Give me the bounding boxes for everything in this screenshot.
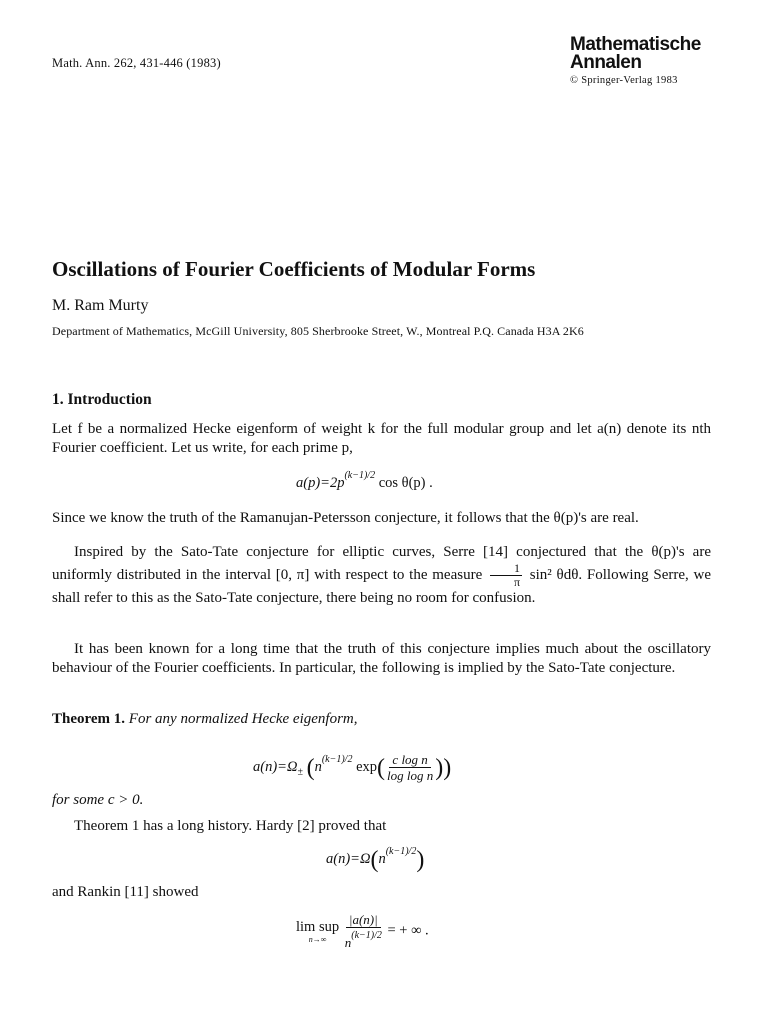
- article-author: M. Ram Murty: [52, 297, 149, 314]
- journal-citation: Math. Ann. 262, 431-446 (1983): [52, 56, 221, 70]
- article-title: Oscillations of Fourier Coefficients of Modular Forms: [52, 257, 536, 281]
- author-affiliation: Department of Mathematics, McGill University, 805 Sherbrooke Street, W., Montreal P.Q. Canada H3A 2K6: [52, 324, 584, 338]
- eq4-limsup: [296, 919, 339, 944]
- paragraph-3-part-b: sin² θdθ. Following Serre, we shall refer to this as the Sato-Tate conjecture, there being no room for confusion.: [52, 566, 712, 606]
- eq4-denominator-group: [345, 928, 382, 950]
- journal-copyright: © Springer-Verlag 1983: [570, 75, 678, 86]
- eq4-limsup-text: lim sup: [296, 918, 340, 935]
- theorem-end: for some c > 0.: [52, 792, 144, 808]
- eq4-limsup-subscript: n→∞: [308, 934, 327, 944]
- equation-4: [296, 912, 429, 950]
- eq2-exponent: (k−1)/2: [321, 753, 353, 765]
- paragraph-1: Let f be a normalized Hecke eigenform of weight k for the full modular group and let a(n) denote its nth Fourier coefficient. Let us write, for each prime p,: [52, 421, 711, 456]
- equation-1: [296, 470, 433, 492]
- paragraph-6: and Rankin [11] showed: [52, 884, 199, 900]
- eq2-open-paren: (: [306, 754, 315, 781]
- equation-2: [253, 752, 451, 783]
- eq2-lhs: a(n)=Ω: [253, 758, 298, 775]
- paragraph-5: Theorem 1 has a long history. Hardy [2] proved that: [74, 818, 387, 834]
- theorem-text: For any normalized Hecke eigenform,: [128, 711, 358, 727]
- measure-fraction-denominator: π: [513, 575, 521, 589]
- eq2-base: n: [314, 758, 322, 775]
- journal-name-line1: Mathematische: [570, 34, 701, 55]
- section-heading: 1. Introduction: [52, 391, 152, 408]
- eq2-inner-open-paren: (: [377, 754, 385, 781]
- eq2-subscript: ±: [297, 766, 303, 778]
- eq1-rhs: cos θ(p) .: [378, 475, 433, 491]
- paragraph-3-part-a: Inspired by the Sato-Tate conjecture for elliptic curves, Serre [14] conjectured that the θ(p)'s are uniformly distributed in the interval [0, π] with respect to the measure: [52, 544, 711, 583]
- eq3-lhs: a(n)=Ω: [326, 851, 371, 867]
- eq2-fraction: [387, 752, 433, 783]
- eq1-exponent: (k−1)/2: [344, 470, 376, 481]
- eq3-open-paren: (: [370, 847, 379, 873]
- eq2-close-parens: )): [435, 754, 452, 781]
- measure-fraction: [490, 562, 522, 589]
- paragraph-3: [52, 543, 711, 608]
- eq2-denominator: log log n: [387, 768, 434, 783]
- eq2-exp-function: exp: [356, 758, 377, 775]
- eq4-rhs: = + ∞ .: [387, 922, 429, 939]
- equation-3: [326, 846, 424, 874]
- journal-masthead: [570, 36, 701, 86]
- eq3-close-paren: ): [416, 847, 425, 873]
- measure-fraction-numerator: 1: [490, 562, 522, 576]
- eq4-denominator: n: [344, 935, 352, 950]
- eq4-fraction: [345, 912, 382, 950]
- paragraph-2: Since we know the truth of the Ramanujan-Petersson conjecture, it follows that the θ(p)'s are real.: [52, 510, 639, 526]
- eq2-numerator: c log n: [389, 752, 430, 768]
- eq1-lhs: a(p)=2p: [296, 475, 345, 491]
- eq4-denominator-exponent: (k−1)/2: [351, 930, 382, 941]
- theorem-1: [52, 711, 712, 728]
- eq3-base: n: [378, 851, 386, 867]
- journal-name-line2: Annalen: [570, 52, 642, 73]
- eq4-numerator: |a(n)|: [346, 912, 381, 928]
- eq3-exponent: (k−1)/2: [385, 846, 417, 857]
- theorem-label: Theorem 1.: [52, 711, 126, 727]
- paragraph-4: It has been known for a long time that the truth of this conjecture implies much about the oscillatory behaviour of the Fourier coefficients. In particular, the following is implied by the Sato-Tate conjecture.: [52, 641, 711, 676]
